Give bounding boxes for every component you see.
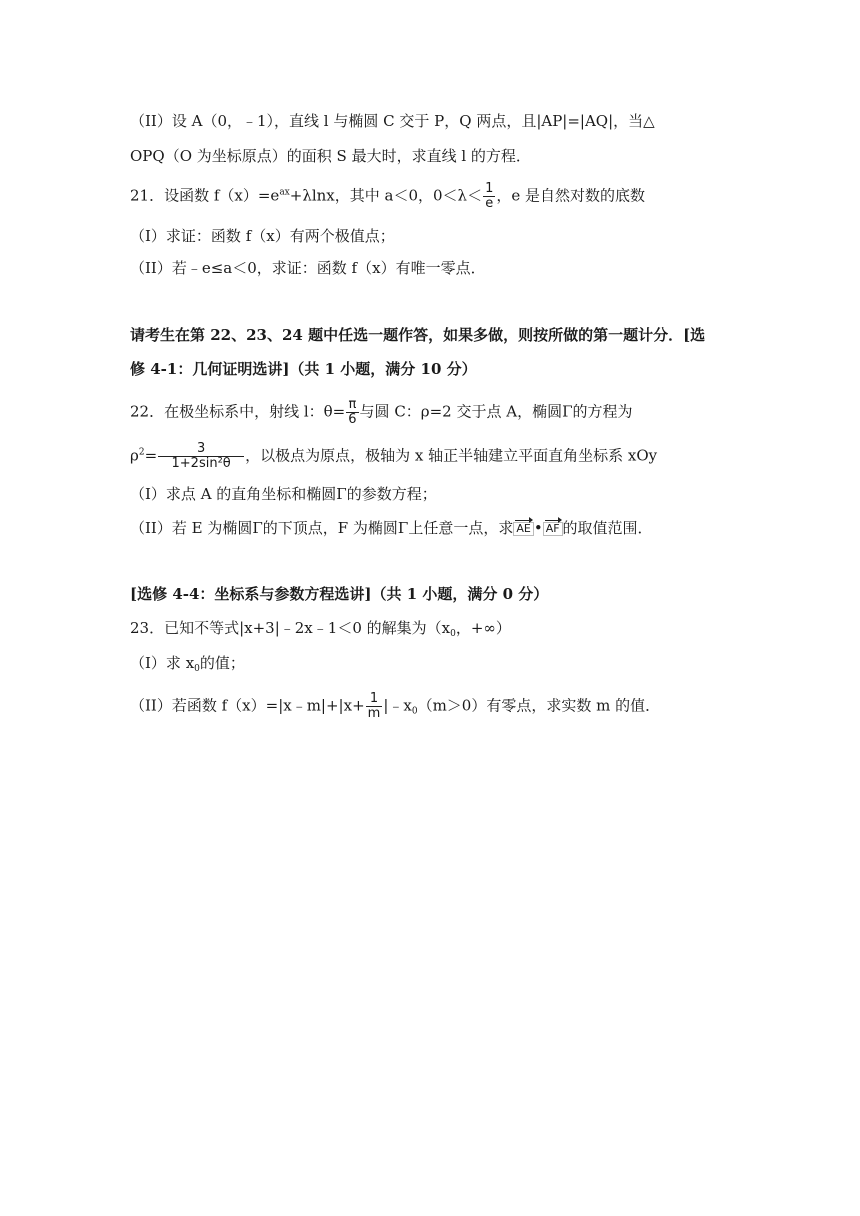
q23-fraction [366, 692, 383, 721]
q21-part2: （II）若﹣e≤a＜0，求证：函数 f（x）有唯一零点． [130, 259, 486, 277]
q23-stem-end: ，+∞） [455, 619, 511, 637]
q22-frac2-num: 3 [158, 442, 244, 457]
q22-frac1-num: π [346, 398, 358, 413]
q21-stem-b: +λlnx，其中 a＜0，0＜λ＜ [289, 186, 483, 205]
q23-stem-text: 23．已知不等式|x+3|﹣2x﹣1＜0 的解集为（x [130, 619, 451, 637]
vector-af: AF [543, 522, 563, 536]
q23-part2-c: （m＞0）有零点，求实数 m 的值． [417, 696, 661, 715]
q23-frac-num: 1 [366, 692, 383, 707]
q23-part1-b: 的值； [199, 654, 245, 672]
q22-rho: ρ [130, 446, 139, 465]
q21-stem-c: ，e 是自然对数的底数 [496, 186, 646, 205]
q22-part2-b: 的取值范围． [562, 519, 653, 537]
q22-rho-sup: 2 [138, 447, 145, 458]
q22-equation-line [130, 442, 657, 471]
q22-dot: • [533, 519, 543, 537]
q21-stem-sup: ax [279, 187, 290, 198]
q22-part2-a: （II）若 E 为椭圆Γ的下顶点，F 为椭圆Γ上任意一点，求 [130, 519, 514, 537]
q23-part2-a: （II）若函数 f（x）=|x﹣m|+|x+ [130, 696, 365, 715]
q22-frac2-den: 1+2sin²θ [171, 456, 231, 471]
section-41-line1: 请考生在第 22、23、24 题中任选一题作答，如果多做，则按所做的第一题计分．[选 [130, 326, 706, 344]
q23-stem-sub: 0 [450, 629, 456, 639]
q21-stem [130, 182, 645, 211]
q22-stem [130, 398, 633, 427]
q23-frac-den: m [367, 706, 381, 721]
q20-part2-line1: （II）设 A（0，﹣1），直线 l 与椭圆 C 交于 P，Q 两点，且|AP|=|AQ|，当△ [130, 112, 655, 130]
q23-part1 [130, 653, 245, 679]
q23-part2-sub: 0 [411, 706, 418, 717]
section-44-line1: [选修 4-4：坐标系与参数方程选讲]（共 1 小题，满分 0 分） [130, 585, 549, 603]
q22-eq: = [144, 446, 158, 465]
q22-part2 [130, 518, 653, 538]
vector-ae: AE [513, 522, 533, 536]
q22-stem-a: 22．在极坐标系中，射线 l：θ= [130, 402, 346, 421]
q21-fraction [483, 182, 495, 211]
q22-fraction-2 [158, 442, 244, 471]
q21-frac-num: 1 [485, 181, 494, 196]
q23-stem [130, 618, 511, 644]
q23-part1-a: （I）求 x [130, 654, 195, 672]
q21-frac-den: e [485, 196, 494, 211]
q21-stem-a: 21．设函数 f（x）=e [130, 186, 280, 205]
q23-part1-sub: 0 [194, 664, 200, 674]
q22-fraction-1 [346, 398, 358, 427]
q22-stem-b: 与圆 C：ρ=2 交于点 A，椭圆Γ的方程为 [359, 402, 633, 421]
section-41-line2: 修 4-1：几何证明选讲]（共 1 小题，满分 10 分） [130, 360, 477, 378]
q22-part1: （I）求点 A 的直角坐标和椭圆Γ的参数方程； [130, 485, 437, 503]
q21-part1: （I）求证：函数 f（x）有两个极值点； [130, 227, 395, 245]
q20-part2-line2: OPQ（O 为坐标原点）的面积 S 最大时，求直线 l 的方程． [130, 147, 531, 165]
q23-part2 [130, 692, 660, 722]
q22-stem-c: ，以极点为原点，极轴为 x 轴正半轴建立平面直角坐标系 xOy [245, 446, 658, 465]
q23-part2-b: |﹣x [383, 696, 412, 715]
q22-frac1-den: 6 [348, 412, 357, 427]
